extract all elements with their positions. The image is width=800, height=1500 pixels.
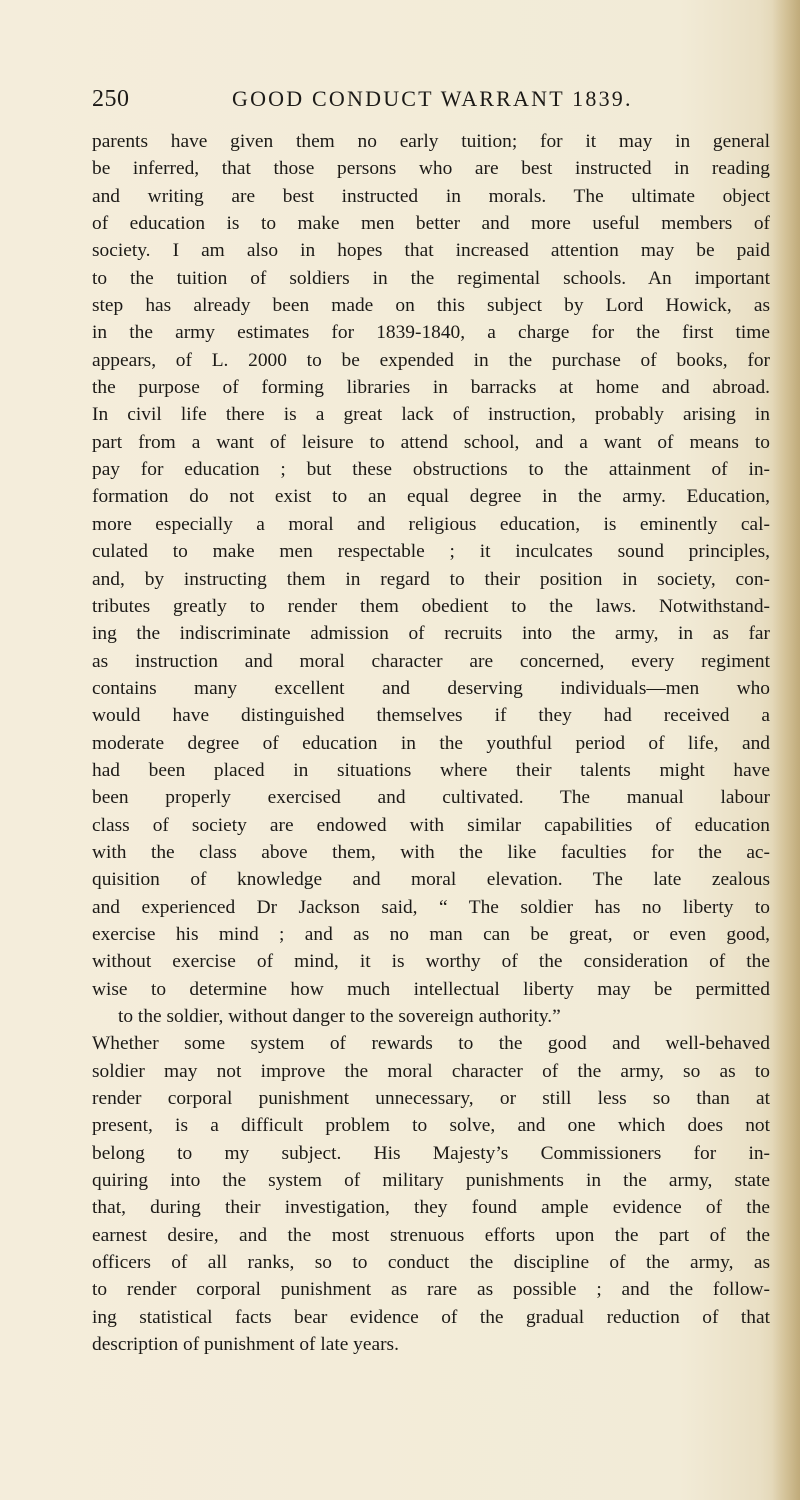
page-edge-shadow: [772, 0, 800, 1500]
text-line: formation do not exist to an equal degree in the army. Education,: [92, 486, 770, 508]
text-line: step has already been made on this subject by Lord Howick, as: [92, 295, 770, 317]
text-line: contains many excellent and deserving individuals—men who: [92, 677, 770, 699]
text-line: and writing are best instructed in morals. The ultimate object: [92, 185, 770, 207]
text-line: soldier may not improve the moral character of the army, so as to: [92, 1060, 770, 1082]
text-line: In civil life there is a great lack of instruction, probably arising in: [92, 404, 770, 426]
running-title: GOOD CONDUCT WARRANT 1839.: [232, 86, 633, 111]
text-line: without exercise of mind, it is worthy of the consideration of the: [92, 951, 770, 973]
text-line: would have distinguished themselves if they had received a: [92, 705, 770, 727]
body-paragraph: [92, 128, 770, 1358]
text-line: appears, of L. 2000 to be expended in the purchase of books, for: [92, 349, 770, 371]
text-line: society. I am also in hopes that increased attention may be paid: [92, 240, 770, 262]
text-line: in the army estimates for 1839-1840, a charge for the first time: [92, 322, 770, 344]
text-line: be inferred, that those persons who are best instructed in reading: [92, 158, 770, 180]
text-line: part from a want of leisure to attend school, and a want of means to: [92, 431, 770, 453]
text-line: belong to my subject. His Majesty’s Commissioners for in-: [92, 1142, 770, 1164]
text-line: description of punishment of late years.: [92, 1334, 399, 1356]
text-line: to the tuition of soldiers in the regimental schools. An important: [92, 267, 770, 289]
text-line: as instruction and moral character are concerned, every regiment: [92, 650, 770, 672]
text-line: of education is to make men better and more useful members of: [92, 213, 770, 235]
text-line: pay for education ; but these obstructions to the attainment of in-: [92, 459, 770, 481]
text-line: more especially a moral and religious education, is eminently cal-: [92, 513, 770, 535]
text-line: exercise his mind ; and as no man can be great, or even good,: [92, 923, 770, 945]
page-number: 250: [92, 86, 130, 112]
text-line: that, during their investigation, they found ample evidence of the: [92, 1197, 770, 1219]
text-line: class of society are endowed with similar capabilities of education: [92, 814, 770, 836]
text-line: quisition of knowledge and moral elevation. The late zealous: [92, 869, 770, 891]
text-line: and experienced Dr Jackson said, “ The soldier has no liberty to: [92, 896, 770, 918]
text-line: quiring into the system of military punishments in the army, state: [92, 1170, 770, 1192]
text-line: parents have given them no early tuition; for it may in general: [92, 131, 770, 152]
text-line: earnest desire, and the most strenuous efforts upon the part of the: [92, 1224, 770, 1246]
text-line: with the class above them, with the like faculties for the ac-: [92, 841, 770, 863]
text-line: ing statistical facts bear evidence of the gradual reduction of that: [92, 1306, 770, 1328]
text-line: moderate degree of education in the youthful period of life, and: [92, 732, 770, 754]
text-line: present, is a difficult problem to solve, and one which does not: [92, 1115, 770, 1137]
text-line: tributes greatly to render them obedient to the laws. Notwithstand-: [92, 595, 770, 617]
text-line: ing the indiscriminate admission of recruits into the army, in as far: [92, 623, 770, 645]
text-line: to the soldier, without danger to the sovereign authority.”: [118, 1006, 561, 1027]
text-line: culated to make men respectable ; it inculcates sound principles,: [92, 541, 770, 563]
text-line: the purpose of forming libraries in barracks at home and abroad.: [92, 377, 770, 399]
text-line: had been placed in situations where their talents might have: [92, 759, 770, 781]
text-line: to render corporal punishment as rare as possible ; and the follow-: [92, 1279, 770, 1301]
text-line: officers of all ranks, so to conduct the discipline of the army, as: [92, 1252, 770, 1274]
text-line: render corporal punishment unnecessary, or still less so than at: [92, 1088, 770, 1110]
text-line: Whether some system of rewards to the good and well-behaved: [92, 1033, 770, 1055]
text-line: wise to determine how much intellectual liberty may be permitted: [92, 978, 770, 1000]
text-line: been properly exercised and cultivated. The manual labour: [92, 787, 770, 809]
text-line: and, by instructing them in regard to their position in society, con-: [92, 568, 770, 590]
page-header: [92, 86, 760, 116]
